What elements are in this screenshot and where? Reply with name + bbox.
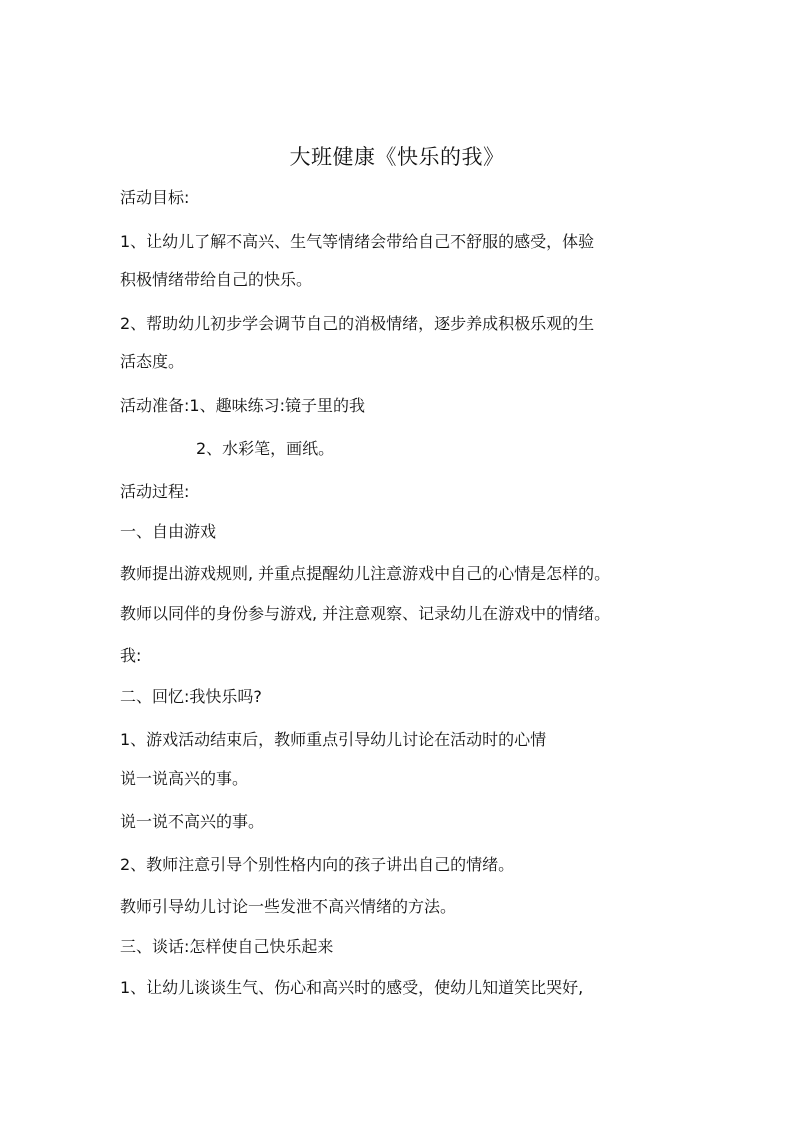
paragraph-line: 活态度。: [120, 352, 185, 371]
paragraph-line: 教师引导幼儿讨论一些发泄不高兴情绪的方法。: [120, 897, 457, 916]
document-title: 大班健康《快乐的我》: [289, 145, 505, 169]
paragraph-line: 说一说高兴的事。: [120, 769, 249, 788]
paragraph-line: 说一说不高兴的事。: [120, 812, 265, 831]
paragraph-line: 2、教师注意引导个别性格内向的孩子讲出自己的情绪。: [120, 855, 515, 874]
paragraph-line: 1、让幼儿谈谈生气、伤心和高兴时的感受，使幼儿知道笑比哭好,: [120, 978, 584, 997]
section-heading-goals: 活动目标:: [120, 188, 190, 207]
paragraph-line: 教师以同伴的身份参与游戏, 并注意观察、记录幼儿在游戏中的情绪。: [120, 604, 611, 623]
paragraph-line: 2、水彩笔，画纸。: [196, 439, 335, 458]
subsection-heading: 一、自由游戏: [120, 522, 217, 541]
paragraph-line: 1、让幼儿了解不高兴、生气等情绪会带给自己不舒服的感受，体验: [120, 232, 595, 251]
section-heading-process: 活动过程:: [120, 482, 190, 501]
paragraph-line: 2、帮助幼儿初步学会调节自己的消极情绪，逐步养成积极乐观的生: [120, 314, 595, 333]
paragraph-line: 1、游戏活动结束后，教师重点引导幼儿讨论在活动时的心情: [120, 730, 547, 749]
subsection-heading: 三、谈话:怎样使自己快乐起来: [120, 937, 334, 956]
subsection-heading: 二、回忆:我快乐吗?: [120, 687, 262, 706]
paragraph-line: 我:: [120, 646, 142, 665]
paragraph-line: 积极情绪带给自己的快乐。: [120, 270, 313, 289]
section-heading-preparation: 活动准备:1、趣味练习:镜子里的我: [120, 396, 365, 415]
paragraph-line: 教师提出游戏规则, 并重点提醒幼儿注意游戏中自己的心情是怎样的。: [120, 564, 611, 583]
